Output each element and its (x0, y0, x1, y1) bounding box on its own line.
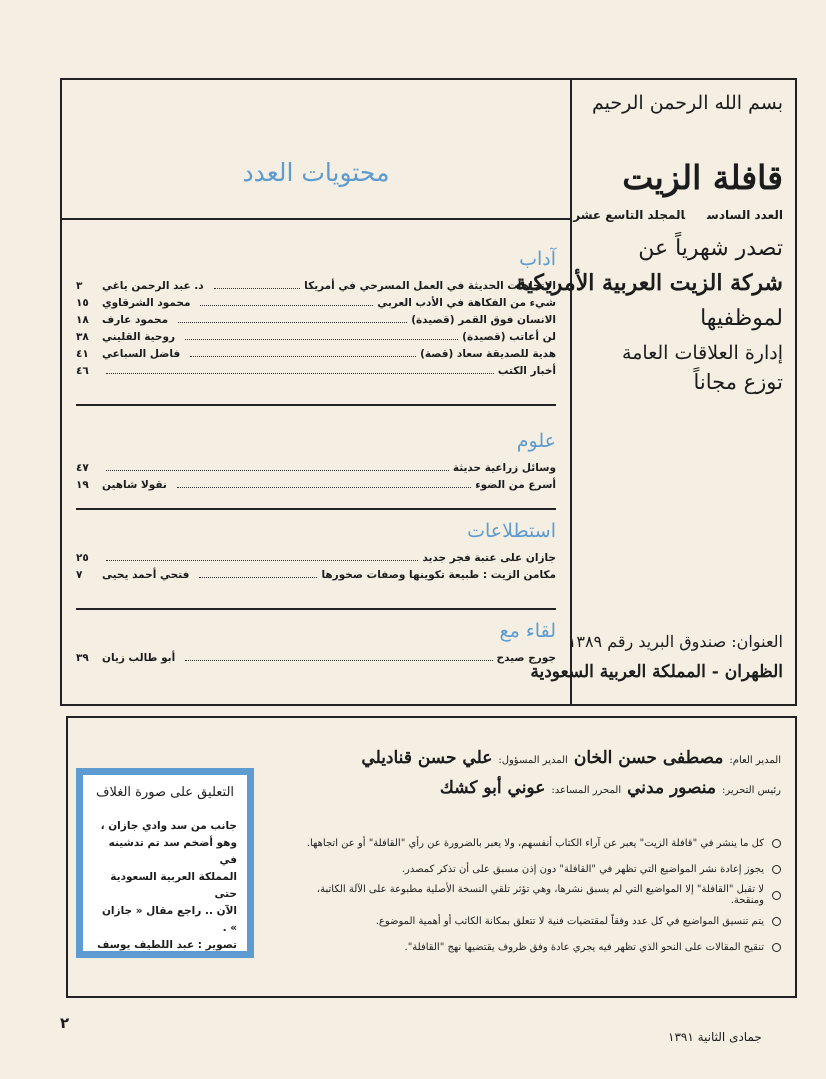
contents-header-divider (62, 218, 570, 220)
note-text: تنقيح المقالات على النحو الذي تظهر فيه يجري عادة وفق ظروف يقتضيها نهج "القافلة". (404, 941, 764, 953)
toc-entry-title: مكامن الزيت : طبيعة تكوينها وصفات صخورها (321, 569, 556, 581)
note-item (281, 934, 781, 960)
editorial-notes (281, 830, 781, 960)
toc-entry-title: شيء من الفكاهة في الأدب العربي (377, 297, 556, 309)
toc-entry-page: ١٥ (76, 297, 89, 309)
toc-entry-page: ٤١ (76, 348, 89, 360)
toc-entry-author: نقولا شاهين (102, 479, 167, 491)
note-item (281, 882, 781, 908)
toc-entry[interactable] (76, 346, 556, 363)
toc-entry-author: محمود عارف (102, 314, 169, 326)
toc-entry-author: فتحي أحمد يحيى (102, 569, 190, 581)
address-line-1: العنوان: صندوق البريد رقم ١٣٨٩ (567, 632, 783, 651)
section-literature (76, 248, 556, 380)
toc-leader (200, 296, 373, 306)
note-text: يجوز إعادة نشر المواضيع التي تظهر في "القافلة" دون إذن مسبق على أن تذكر كمصدر. (401, 863, 764, 875)
magazine-title: قافلة الزيت (622, 158, 783, 197)
section-surveys (76, 520, 556, 584)
toc-leader (185, 651, 492, 661)
toc-entry-title: وسائل زراعية حديثة (452, 462, 556, 474)
staff-role: رئيس التحرير: (721, 785, 781, 796)
toc-leader (106, 461, 449, 471)
cover-caption-line: الآن .. راجع مقال « جازان » . (101, 905, 237, 934)
column-divider (570, 80, 572, 704)
toc-entry[interactable] (76, 295, 556, 312)
cover-caption-line: تصوير : عبد اللطيف يوسف (97, 939, 237, 951)
cover-caption-line: المملكة العربية السعودية حتى (110, 871, 237, 900)
staff-name: مصطفى حسن الخان (573, 748, 724, 768)
section-interview (76, 620, 556, 667)
staff-role: المدير العام: (729, 755, 781, 766)
toc-leader (177, 478, 471, 488)
section-title: لقاء مع (499, 620, 556, 642)
toc-entry-title: لن أعاتب (قصيدة) (462, 331, 556, 343)
toc-leader (178, 313, 407, 323)
staff-name: منصور مدني (627, 778, 716, 798)
section-title: استطلاعات (467, 520, 556, 542)
toc-entry[interactable] (76, 460, 556, 477)
toc-leader (185, 330, 458, 340)
issue-info (551, 208, 783, 222)
publisher-name: شركة الزيت العربية الأمريكية (515, 270, 783, 296)
cover-caption-box (76, 768, 254, 958)
note-item (281, 830, 781, 856)
audience-line: لموظفيها (700, 306, 783, 331)
toc-entry-page: ٧ (76, 569, 83, 581)
toc-entry-author: فاضل السباعي (102, 348, 181, 360)
toc-entry-page: ١٨ (76, 314, 89, 326)
publication-frequency: تصدر شهرياً عن (638, 236, 783, 261)
address-line-2: الظهران - المملكة العربية السعودية (530, 662, 783, 682)
note-text: كل ما ينشر في "قافلة الزيت" يعبر عن آراء الكتاب أنفسهم، ولا يعبر بالضرورة عن رأي "القافلة" أو عن اتجاهها. (306, 837, 764, 849)
note-text: يتم تنسيق المواضيع في كل عدد وفقاً لمقتضيات فنية لا تتعلق بمكانة الكاتب أو أهمية الموضوع. (375, 915, 764, 927)
toc-entry-author: محمود الشرقاوي (102, 297, 191, 309)
staff-name: عوني أبو كشك (439, 778, 546, 798)
circle-bullet-icon (772, 865, 781, 874)
section-rule (76, 404, 556, 406)
toc-entry[interactable] (76, 363, 556, 380)
cover-caption-line: وهو أضخم سد تم تدشينه في (108, 837, 237, 866)
toc-entry-page: ٢٥ (76, 552, 89, 564)
toc-entry-page: ٤٦ (76, 365, 89, 377)
toc-entry-author: روحية القليني (102, 331, 176, 343)
staff-notes-frame (66, 716, 797, 998)
toc-entry-page: ٤٧ (76, 462, 89, 474)
cover-caption-title: التعليق على صورة الغلاف (95, 785, 235, 800)
circle-bullet-icon (772, 839, 781, 848)
masthead-contents-frame (60, 78, 797, 706)
toc-leader (199, 568, 317, 578)
section-rule (76, 508, 556, 510)
section-rule (76, 608, 556, 610)
toc-entry[interactable] (76, 550, 556, 567)
staff-name: علي حسن قناديلي (361, 748, 493, 768)
staff-row-1 (361, 748, 781, 768)
page-number: ٢ (60, 1014, 70, 1032)
note-text: لا تقبل "القافلة" إلا المواضيع التي لم يسبق نشرها، وهي تؤثر تلقي النسخة الأصلية مطبوعة على الآلة الكاتبة، ومنقحة. (316, 884, 764, 906)
toc-entry-page: ٣٨ (76, 331, 89, 343)
toc-entry[interactable] (76, 312, 556, 329)
section-sciences (76, 430, 556, 494)
toc-entry-title: أسرع من الضوء (475, 479, 556, 491)
toc-leader (214, 279, 300, 289)
toc-entry-page: ٣ (76, 280, 83, 292)
note-item (281, 856, 781, 882)
staff-row-2 (440, 778, 781, 798)
toc-entry-author: أبو طالب زيان (102, 652, 176, 664)
toc-entry-author: د. عبد الرحمن ياغي (102, 280, 204, 292)
toc-leader (106, 364, 494, 374)
pr-department: إدارة العلاقات العامة (622, 342, 783, 364)
toc-entry[interactable] (76, 650, 556, 667)
toc-entry-title: الانسان فوق القمر (قصيدة) (411, 314, 556, 326)
circle-bullet-icon (772, 943, 781, 952)
volume-number: المجلد التاسع عشر (573, 208, 686, 222)
toc-entry-title: هدية للصديقة سعاد (قصة) (420, 348, 556, 360)
toc-leader (190, 347, 416, 357)
toc-entry-title: جازان على عتبة فجر جديد (422, 552, 556, 564)
toc-entry[interactable] (76, 329, 556, 346)
distribution-note: توزع مجاناً (693, 370, 783, 394)
toc-entry-title: الاتجاهات الحديثة في العمل المسرحي في أمريكا (304, 280, 556, 292)
issue-number: العدد السادس (707, 208, 783, 222)
section-title: آداب (519, 248, 556, 270)
contents-title: محتويات العدد (242, 158, 390, 187)
staff-role: المحرر المساعد: (551, 785, 622, 796)
staff-role: المدير المسؤول: (498, 755, 568, 766)
issue-date: جمادى الثانية ١٣٩١ (668, 1030, 762, 1044)
toc-entry[interactable] (76, 567, 556, 584)
toc-entry-title: أخبار الكتب (497, 365, 556, 377)
section-title: علوم (516, 430, 556, 452)
cover-caption-line: جانب من سد وادي جازان ، (100, 820, 237, 832)
toc-entry[interactable] (76, 278, 556, 295)
toc-leader (106, 551, 418, 561)
note-item (281, 908, 781, 934)
circle-bullet-icon (772, 917, 781, 926)
circle-bullet-icon (772, 891, 781, 900)
toc-entry-page: ٣٩ (76, 652, 89, 664)
basmala: بسم الله الرحمن الرحيم (592, 92, 783, 114)
toc-entry[interactable] (76, 477, 556, 494)
toc-entry-title: جورج صيدح (496, 652, 556, 664)
toc-entry-page: ١٩ (76, 479, 89, 491)
